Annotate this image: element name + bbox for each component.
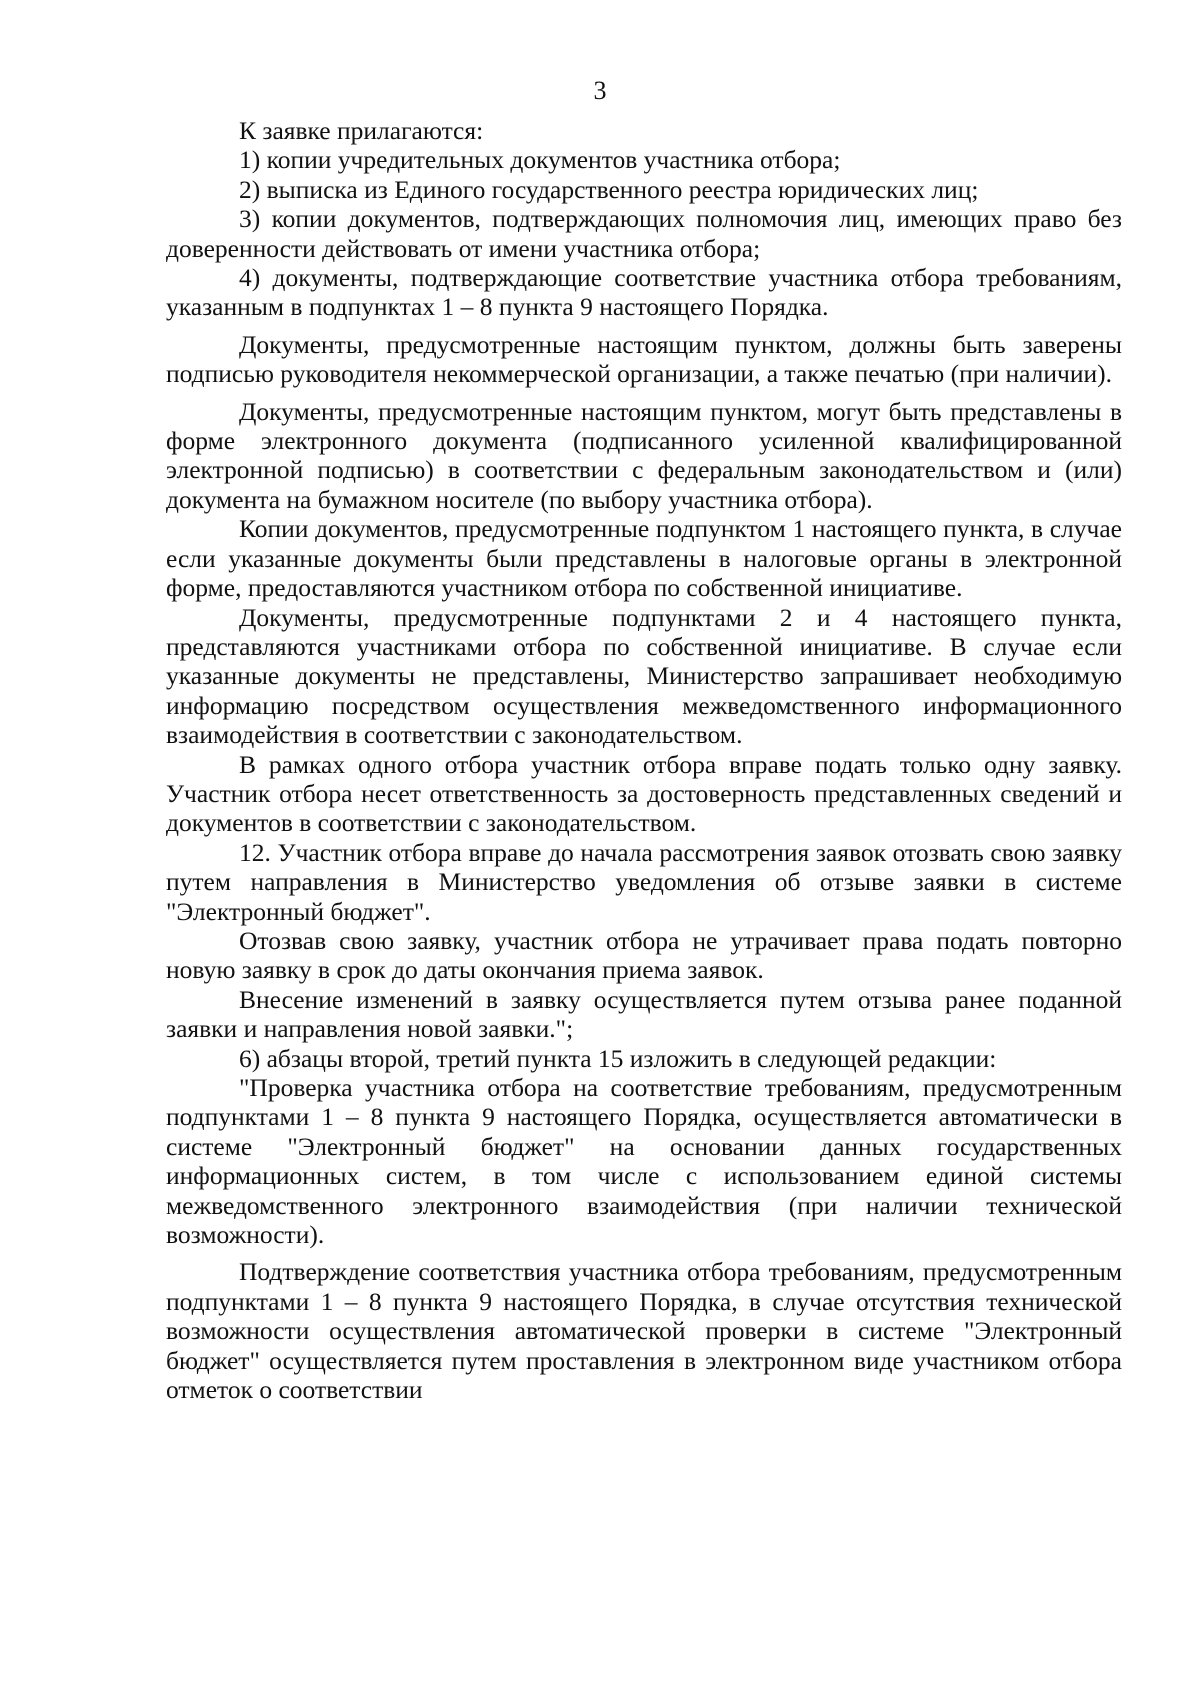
paragraph-verification: "Проверка участника отбора на соответствие требованиям, предусмотренным подпунктами 1 – 8 пункта 9 настоящего Порядка, осуществляется автоматически в системе "Электронный бюджет" на основании данных государственных информационных систем, в том числе с использованием единой системы межведомственного электронного взаимодействия (при наличии технической возможности).: [166, 1073, 1122, 1250]
list-item-2: 2) выписка из Единого государственного реестра юридических лиц;: [239, 174, 979, 204]
paragraph-item-12: 12. Участник отбора вправе до начала рассмотрения заявок отозвать свою заявку путем направления в Министерство уведомления об отзыве заявки в системе "Электронный бюджет".: [166, 837, 1122, 926]
paragraph-one-application: В рамках одного отбора участник отбора вправе подать только одну заявку. Участник отбора несет ответственность за достоверность представленных сведений и документов в соответствии с законодательством.: [166, 749, 1122, 838]
paragraph-certification: Документы, предусмотренные настоящим пунктом, должны быть заверены подписью руководителя некоммерческой организации, а также печатью (при наличии).: [166, 329, 1122, 389]
paragraph-electronic-form: Документы, предусмотренные настоящим пунктом, могут быть представлены в форме электронного документа (подписанного усиленной квалифицированной электронной подписью) в соответствии с федеральным законодательством и (или) документа на бумажном носителе (по выбору участника отбора).: [166, 396, 1122, 514]
document-body: [166, 116, 1122, 1404]
list-item-4: 4) документы, подтверждающие соответствие участника отбора требованиям, указанным в подпунктах 1 – 8 пункта 9 настоящего Порядка.: [166, 263, 1122, 322]
paragraph-own-initiative: Документы, предусмотренные подпунктами 2 и 4 настоящего пункта, представляются участниками отбора по собственной инициативе. В случае если указанные документы не представлены, Министерство запрашивает необходимую информацию посредством осуществления межведомственного информационного взаимодействия в соответствии с законодательством.: [166, 602, 1122, 750]
paragraph-attachments-intro: К заявке прилагаются:: [239, 116, 484, 145]
list-item-3: 3) копии документов, подтверждающих полномочия лиц, имеющих право без доверенности действовать от имени участника отбора;: [166, 204, 1122, 263]
list-item-1: 1) копии учредительных документов участника отбора;: [239, 145, 841, 175]
paragraph-changes: Внесение изменений в заявку осуществляется путем отзыва ранее поданной заявки и направления новой заявки.";: [166, 984, 1122, 1044]
page-number: 3: [593, 76, 607, 105]
paragraph-confirmation: Подтверждение соответствия участника отбора требованиям, предусмотренным подпунктами 1 – 8 пункта 9 настоящего Порядка, в случае отсутствия технической возможности осуществления автоматической проверки в системе "Электронный бюджет" осуществляется путем проставления в электронном виде участником отбора отметок о соответствии: [166, 1257, 1122, 1405]
paragraph-amendment-6: 6) абзацы второй, третий пункта 15 изложить в следующей редакции:: [239, 1043, 997, 1073]
paragraph-withdrawal: Отозвав свою заявку, участник отбора не утрачивает права подать повторно новую заявку в срок до даты окончания приема заявок.: [166, 925, 1122, 985]
paragraph-copies: Копии документов, предусмотренные подпунктом 1 настоящего пункта, в случае если указанные документы были представлены в налоговые органы в электронной форме, предоставляются участником отбора по собственной инициативе.: [166, 514, 1122, 603]
